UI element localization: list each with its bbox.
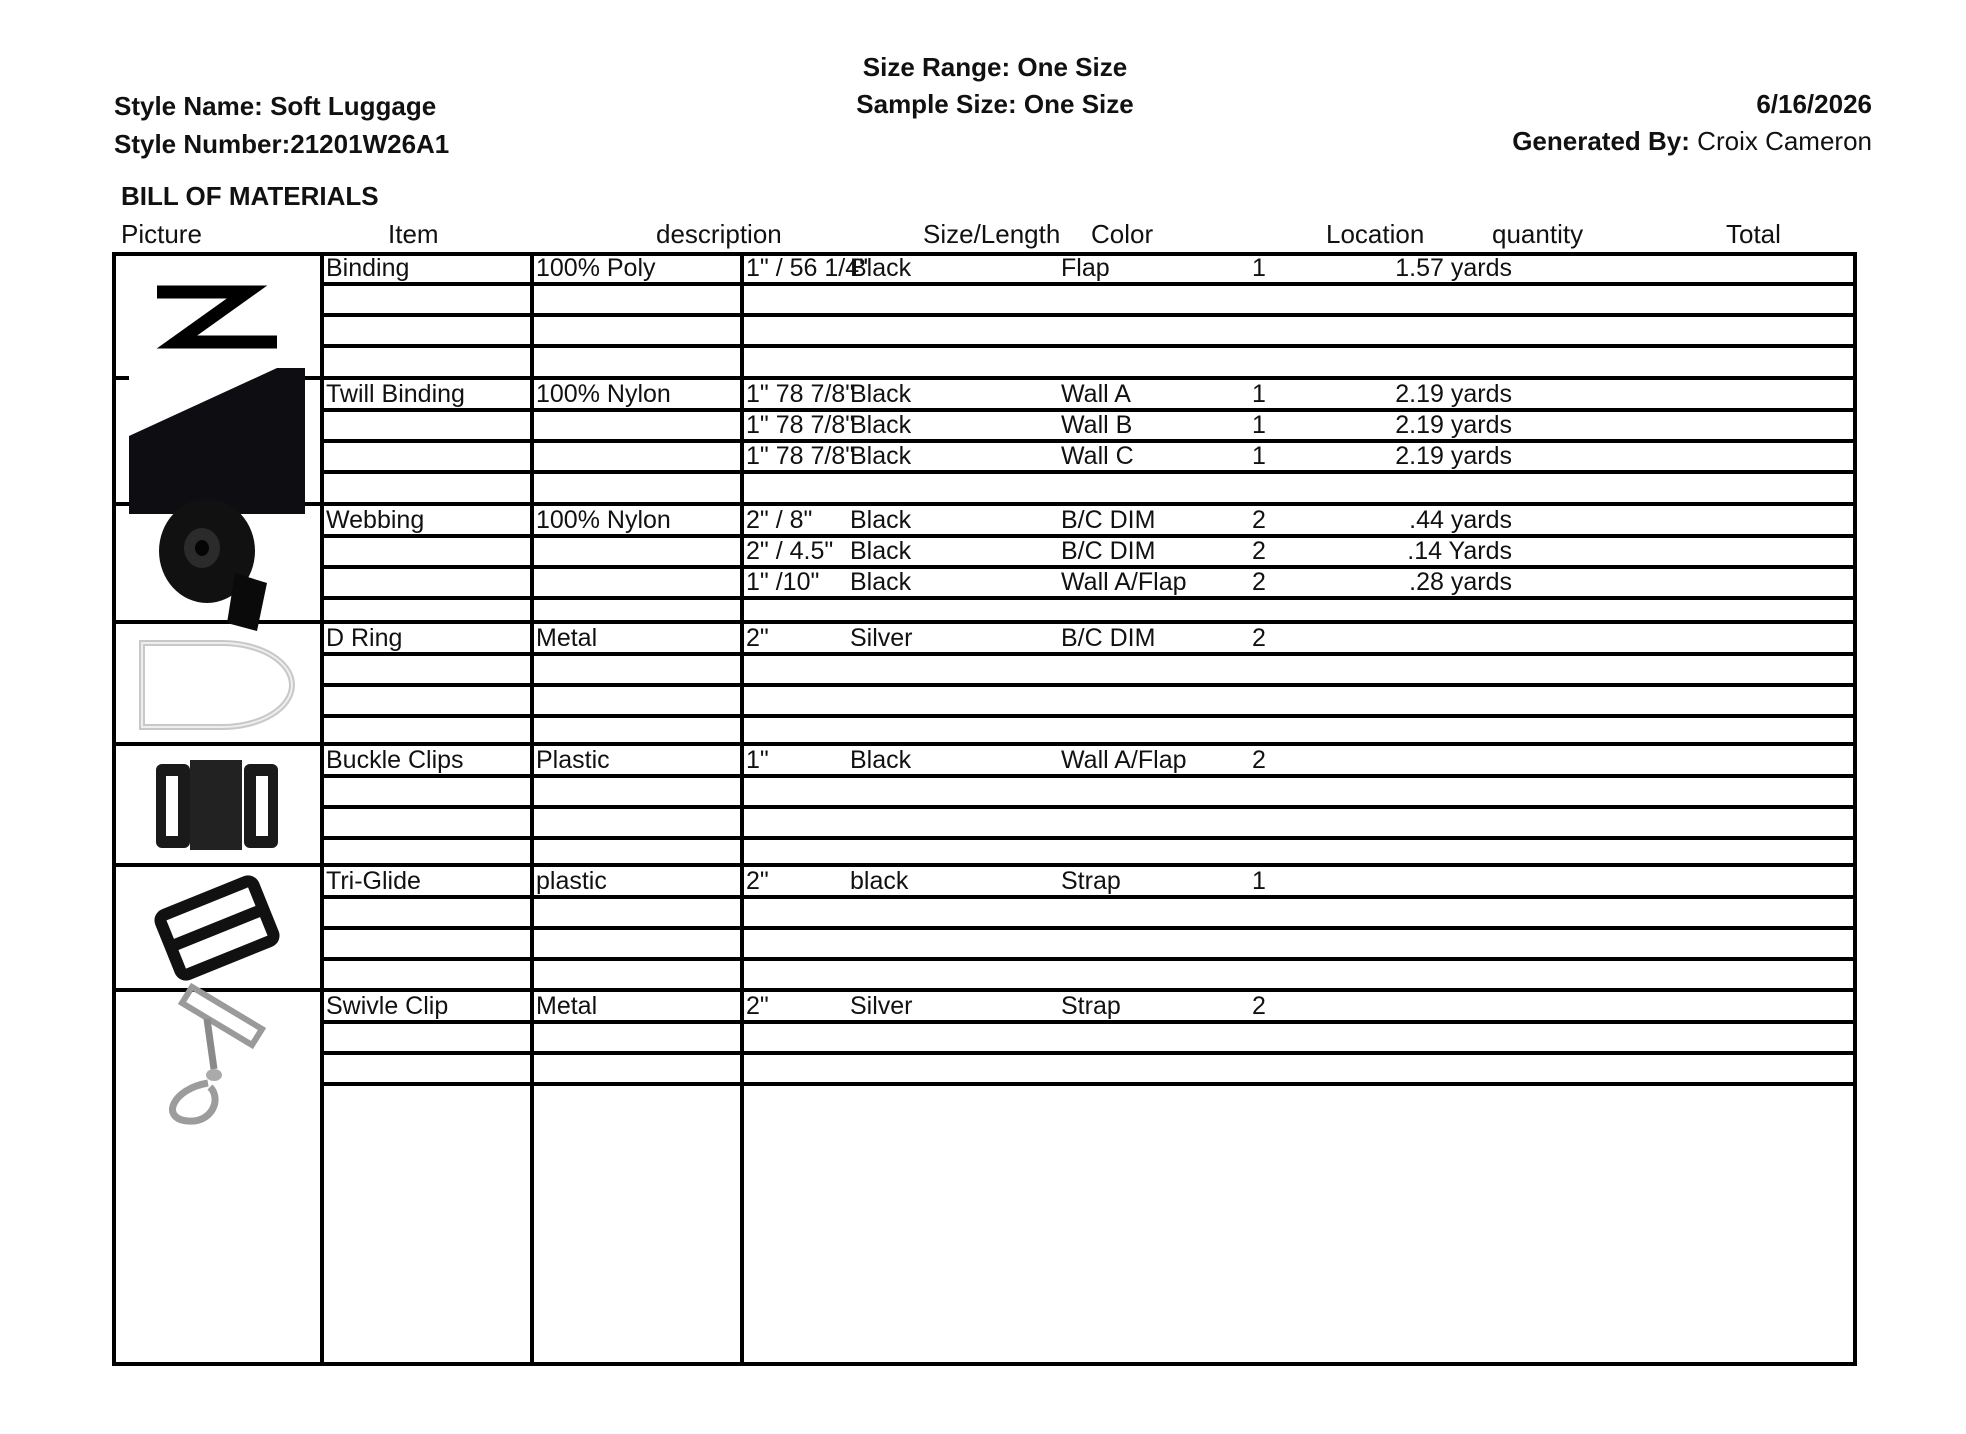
column-divider (320, 252, 324, 1366)
document-date: 6/16/2026 (1756, 89, 1872, 119)
size-length: 1" 78 7/8" (746, 442, 855, 470)
item-name: Buckle Clips (326, 746, 464, 774)
item-description: 100% Poly (536, 254, 656, 282)
style-number-label: Style Number: (114, 129, 291, 159)
style-name-value: Soft Luggage (270, 91, 437, 121)
generated-by (1512, 126, 1872, 157)
color: Black (850, 568, 912, 596)
color: Black (850, 411, 912, 439)
quantity: 2 (1252, 992, 1266, 1020)
item-name: Tri-Glide (326, 867, 421, 895)
sample-size-label: Sample Size: (856, 89, 1017, 119)
quantity: 1 (1252, 442, 1266, 470)
item-name: D Ring (326, 624, 403, 652)
column-divider (530, 252, 534, 1366)
col-header-total: Total (1726, 219, 1781, 249)
item-description: Metal (536, 992, 598, 1020)
color: Black (850, 537, 912, 565)
row-divider (322, 805, 1857, 809)
size-length: 2" / 4.5" (746, 537, 834, 565)
location: Wall C (1061, 442, 1134, 470)
color: black (850, 867, 909, 895)
col-header-color: Color (1091, 219, 1154, 249)
size-length: 1" / 56 1/4" (746, 254, 868, 282)
location: B/C DIM (1061, 624, 1156, 652)
row-divider (322, 470, 1857, 474)
size-length: 1" 78 7/8" (746, 411, 855, 439)
column-divider (740, 252, 744, 1366)
col-header-description: description (656, 219, 782, 249)
item-description: 100% Nylon (536, 506, 671, 534)
location: Wall A/Flap (1061, 746, 1187, 774)
size-length: 2" (746, 992, 769, 1020)
swivel-clip-image (116, 994, 318, 1114)
buckle-clip-image (116, 748, 318, 861)
size-length: 2" (746, 867, 769, 895)
total: 2.19 yards (1395, 442, 1512, 470)
color: Black (850, 442, 912, 470)
item-description: Plastic (536, 746, 610, 774)
total: 1.57 yards (1395, 254, 1512, 282)
row-divider (322, 282, 1857, 286)
row-divider (322, 774, 1857, 778)
item-name: Swivle Clip (326, 992, 449, 1020)
row-divider (322, 836, 1857, 840)
row-divider (322, 926, 1857, 930)
item-description: Metal (536, 624, 598, 652)
section-title: BILL OF MATERIALS (121, 181, 379, 211)
row-divider (322, 313, 1857, 317)
size-length: 1" /10" (746, 568, 820, 596)
d-ring-image (116, 626, 318, 740)
row-divider (322, 652, 1857, 656)
generated-by-label: Generated By: (1512, 126, 1690, 156)
quantity: 1 (1252, 867, 1266, 895)
color: Silver (850, 992, 913, 1020)
style-number (114, 129, 449, 160)
table-border (112, 252, 1857, 1366)
size-length: 2" (746, 624, 769, 652)
quantity: 2 (1252, 746, 1266, 774)
row-divider (322, 1020, 1857, 1024)
webbing-roll-image (116, 508, 318, 618)
row-divider (322, 683, 1857, 687)
style-number-value: 21201W26A1 (290, 129, 450, 159)
location: Wall B (1061, 411, 1133, 439)
sample-size (780, 89, 1210, 120)
quantity: 1 (1252, 380, 1266, 408)
row-divider (322, 596, 1857, 600)
col-header-location: Location (1326, 219, 1425, 249)
size-range-value: One Size (1017, 52, 1128, 82)
item-description: 100% Nylon (536, 380, 671, 408)
total: 2.19 yards (1395, 411, 1512, 439)
item-name: Binding (326, 254, 410, 282)
total: 2.19 yards (1395, 380, 1512, 408)
total: .28 yards (1409, 568, 1512, 596)
row-divider (322, 1082, 1857, 1086)
color: Silver (850, 624, 913, 652)
location: Flap (1061, 254, 1110, 282)
total: .44 yards (1409, 506, 1512, 534)
twill-binding-tape-image (116, 382, 318, 500)
col-header-size-length: Size/Length (923, 219, 1061, 249)
bom-table (112, 252, 1857, 1366)
size-length: 1" 78 7/8" (746, 380, 855, 408)
size-length: 1" (746, 746, 769, 774)
col-header-quantity: quantity (1492, 219, 1584, 249)
row-divider (322, 957, 1857, 961)
quantity: 2 (1252, 537, 1266, 565)
generated-by-value: Croix Cameron (1697, 126, 1872, 156)
location: Strap (1061, 867, 1121, 895)
size-length: 2" / 8" (746, 506, 813, 534)
quantity: 1 (1252, 411, 1266, 439)
item-name: Twill Binding (326, 380, 465, 408)
location: Wall A/Flap (1061, 568, 1187, 596)
quantity: 2 (1252, 506, 1266, 534)
size-range-label: Size Range: (862, 52, 1011, 82)
size-range (780, 52, 1210, 83)
flat-binding-tape-image (116, 256, 318, 374)
col-header-picture: Picture (121, 219, 202, 249)
item-name: Webbing (326, 506, 425, 534)
location: B/C DIM (1061, 506, 1156, 534)
quantity: 1 (1252, 254, 1266, 282)
sample-size-value: One Size (1023, 89, 1134, 119)
item-description: plastic (536, 867, 607, 895)
color: Black (850, 254, 912, 282)
row-divider (322, 714, 1857, 718)
location: Strap (1061, 992, 1121, 1020)
style-name (114, 91, 436, 122)
color: Black (850, 746, 912, 774)
color: Black (850, 506, 912, 534)
quantity: 2 (1252, 568, 1266, 596)
quantity: 2 (1252, 624, 1266, 652)
total: .14 Yards (1407, 537, 1512, 565)
location: B/C DIM (1061, 537, 1156, 565)
style-name-label: Style Name: (114, 91, 263, 121)
row-divider (322, 895, 1857, 899)
row-divider (322, 344, 1857, 348)
color: Black (850, 380, 912, 408)
location: Wall A (1061, 380, 1131, 408)
row-divider (322, 1051, 1857, 1055)
col-header-item: Item (388, 219, 439, 249)
tri-glide-image (116, 869, 318, 986)
